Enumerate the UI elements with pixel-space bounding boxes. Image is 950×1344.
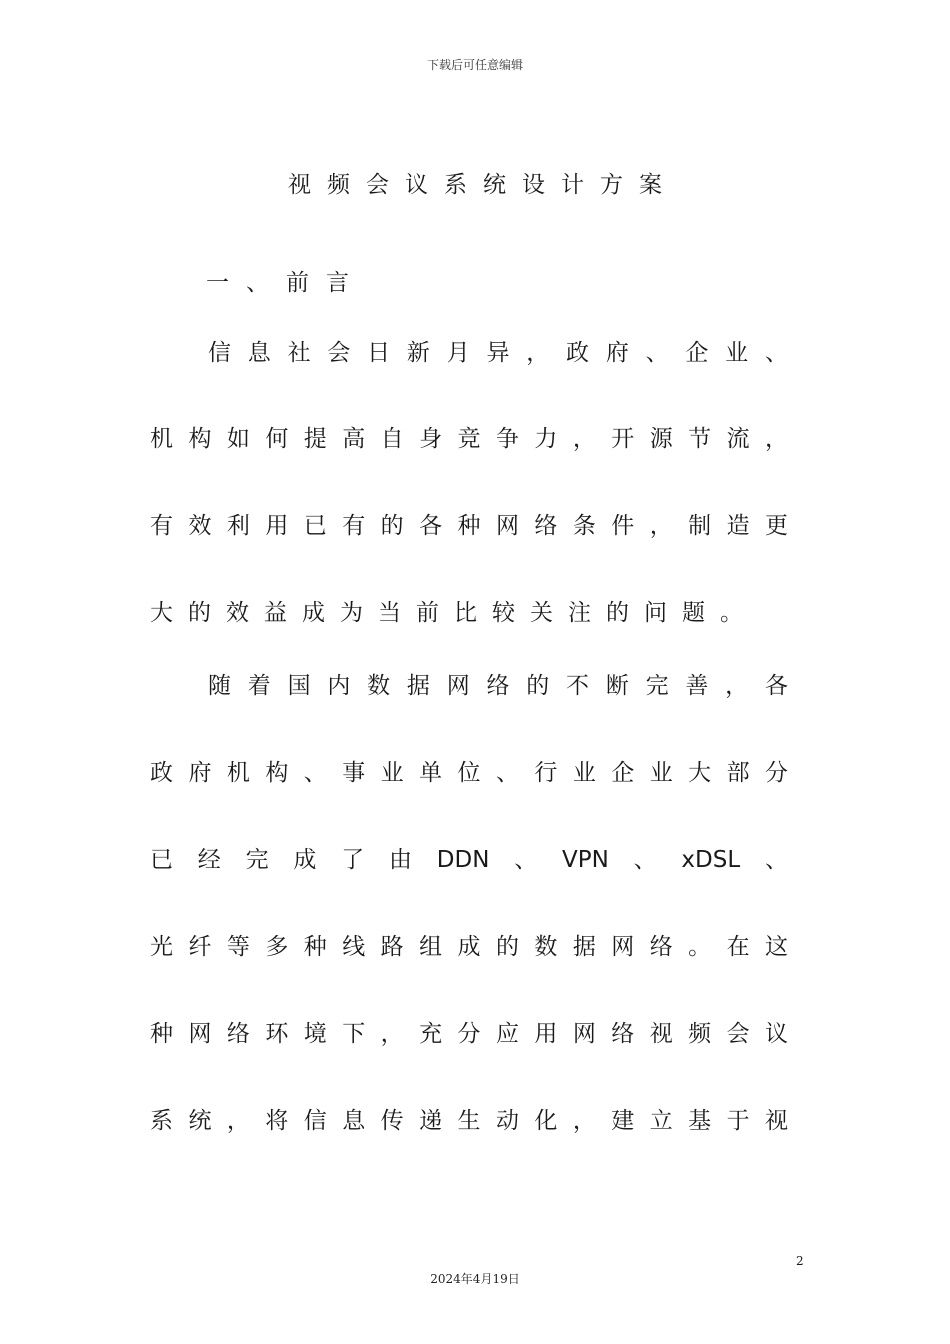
text-token: 络 bbox=[226, 1021, 250, 1047]
text-token: 、 bbox=[303, 760, 327, 786]
text-token: ， bbox=[765, 426, 788, 452]
text-token: 构 bbox=[265, 760, 289, 786]
text-token: 视 bbox=[649, 1021, 673, 1047]
text-token: 开 bbox=[611, 426, 635, 452]
text-token: 业 bbox=[572, 760, 596, 786]
text-token: 据 bbox=[572, 934, 596, 960]
text-token: 息 bbox=[342, 1108, 366, 1134]
text-token: 网 bbox=[495, 513, 519, 539]
text-token: 社 bbox=[287, 340, 311, 366]
text-token: 事 bbox=[342, 760, 366, 786]
text-token: 境 bbox=[303, 1021, 327, 1047]
text-token: 自 bbox=[380, 426, 404, 452]
text-token: 信 bbox=[208, 340, 231, 366]
text-token: 源 bbox=[649, 426, 673, 452]
text-token: 新 bbox=[406, 340, 430, 366]
text-token: 力 bbox=[534, 426, 558, 452]
text-token: 路 bbox=[380, 934, 404, 960]
text-token: 构 bbox=[188, 426, 212, 452]
text-token: 各 bbox=[764, 673, 788, 699]
text-token: 生 bbox=[457, 1108, 481, 1134]
text-token: 分 bbox=[457, 1021, 481, 1047]
text-token: 部 bbox=[726, 760, 750, 786]
text-token: 基 bbox=[688, 1108, 712, 1134]
text-token: 善 bbox=[685, 673, 709, 699]
text-token: 争 bbox=[495, 426, 519, 452]
text-token: 会 bbox=[726, 1021, 750, 1047]
text-token: 不 bbox=[566, 673, 590, 699]
text-token: 由 bbox=[388, 847, 412, 873]
paragraph-line bbox=[150, 932, 788, 962]
text-token: 、 bbox=[514, 847, 538, 873]
text-token: 的 bbox=[380, 513, 404, 539]
text-token: VPN bbox=[562, 847, 609, 873]
text-token: 效 bbox=[188, 513, 212, 539]
text-token: 业 bbox=[380, 760, 404, 786]
text-token: 造 bbox=[726, 513, 750, 539]
text-token: 、 bbox=[645, 340, 669, 366]
text-token: 已 bbox=[150, 847, 173, 873]
text-token: 利 bbox=[226, 513, 250, 539]
text-token: 等 bbox=[226, 934, 250, 960]
text-token: 政 bbox=[566, 340, 590, 366]
text-token: 国 bbox=[287, 673, 311, 699]
text-token: ， bbox=[725, 673, 749, 699]
text-token: 经 bbox=[197, 847, 221, 873]
text-token: 频 bbox=[688, 1021, 712, 1047]
text-token: 种 bbox=[457, 513, 481, 539]
text-token: 系 bbox=[150, 1108, 173, 1134]
text-token: 组 bbox=[419, 934, 443, 960]
text-token: 递 bbox=[419, 1108, 443, 1134]
text-token: 件 bbox=[611, 513, 635, 539]
text-token: 于 bbox=[726, 1108, 750, 1134]
text-token: 制 bbox=[688, 513, 712, 539]
text-token: 信 bbox=[303, 1108, 327, 1134]
text-token: 这 bbox=[765, 934, 788, 960]
text-token: 已 bbox=[303, 513, 327, 539]
text-token: 何 bbox=[265, 426, 289, 452]
text-token: DDN bbox=[436, 847, 490, 873]
text-token: 建 bbox=[611, 1108, 635, 1134]
text-token: 机 bbox=[150, 426, 173, 452]
paragraph-line: 大的效益成为当前比较关注的问题。 bbox=[150, 600, 758, 626]
text-token: 节 bbox=[688, 426, 712, 452]
text-token: 会 bbox=[327, 340, 351, 366]
text-token: ， bbox=[649, 513, 673, 539]
text-token: 更 bbox=[765, 513, 788, 539]
text-token: 环 bbox=[265, 1021, 289, 1047]
text-token: 网 bbox=[572, 1021, 596, 1047]
text-token: 日 bbox=[367, 340, 391, 366]
paragraph-line bbox=[150, 845, 788, 875]
text-token: 线 bbox=[342, 934, 366, 960]
text-token: 提 bbox=[303, 426, 327, 452]
text-token: 各 bbox=[419, 513, 443, 539]
text-token: xDSL bbox=[681, 847, 741, 873]
document-title: 视频会议系统设计方案 bbox=[288, 172, 678, 198]
text-token: 立 bbox=[649, 1108, 673, 1134]
paragraph-line bbox=[150, 1019, 788, 1049]
text-token: 、 bbox=[495, 760, 519, 786]
text-token: 视 bbox=[765, 1108, 788, 1134]
text-token: 异 bbox=[486, 340, 510, 366]
text-token: ， bbox=[226, 1108, 250, 1134]
text-token: 络 bbox=[611, 1021, 635, 1047]
text-token: 议 bbox=[765, 1021, 788, 1047]
text-token: 传 bbox=[380, 1108, 404, 1134]
text-token: ， bbox=[572, 1108, 596, 1134]
text-token: 、 bbox=[633, 847, 657, 873]
text-token: 网 bbox=[446, 673, 470, 699]
text-token: 机 bbox=[226, 760, 250, 786]
text-token: 流 bbox=[726, 426, 750, 452]
text-token: 高 bbox=[342, 426, 366, 452]
page-number: 2 bbox=[796, 1254, 804, 1268]
text-token: 政 bbox=[150, 760, 173, 786]
text-token: 条 bbox=[572, 513, 596, 539]
text-token: 分 bbox=[765, 760, 788, 786]
text-token: 统 bbox=[188, 1108, 212, 1134]
text-token: 内 bbox=[327, 673, 351, 699]
text-token: 息 bbox=[247, 340, 271, 366]
text-token: 络 bbox=[486, 673, 510, 699]
text-token: 光 bbox=[150, 934, 173, 960]
paragraph-line bbox=[150, 1106, 788, 1136]
text-token: 了 bbox=[341, 847, 365, 873]
text-token: 完 bbox=[245, 847, 269, 873]
text-token: 完 bbox=[645, 673, 669, 699]
text-token: 府 bbox=[188, 760, 212, 786]
text-token: 如 bbox=[226, 426, 250, 452]
text-token: 、 bbox=[764, 847, 788, 873]
text-token: 网 bbox=[188, 1021, 212, 1047]
text-token: 纤 bbox=[188, 934, 212, 960]
text-token: 用 bbox=[534, 1021, 558, 1047]
text-token: 有 bbox=[342, 513, 366, 539]
text-token: 。 bbox=[688, 934, 712, 960]
text-token: ， bbox=[526, 340, 550, 366]
text-token: 月 bbox=[446, 340, 470, 366]
paragraph-line bbox=[150, 511, 788, 541]
paragraph-line bbox=[150, 758, 788, 788]
text-token: 身 bbox=[419, 426, 443, 452]
text-token: ， bbox=[572, 426, 596, 452]
text-token: 、 bbox=[764, 340, 788, 366]
text-token: 位 bbox=[457, 760, 481, 786]
text-token: 业 bbox=[725, 340, 749, 366]
text-token: 的 bbox=[495, 934, 519, 960]
text-token: 据 bbox=[406, 673, 430, 699]
text-token: ， bbox=[380, 1021, 404, 1047]
text-token: 动 bbox=[495, 1108, 519, 1134]
text-token: 行 bbox=[534, 760, 558, 786]
text-token: 络 bbox=[649, 934, 673, 960]
text-token: 随 bbox=[208, 673, 231, 699]
text-token: 在 bbox=[726, 934, 750, 960]
text-token: 业 bbox=[649, 760, 673, 786]
text-token: 网 bbox=[611, 934, 635, 960]
text-token: 成 bbox=[457, 934, 481, 960]
text-token: 种 bbox=[303, 934, 327, 960]
text-token: 种 bbox=[150, 1021, 173, 1047]
paragraph-line bbox=[150, 424, 788, 454]
text-token: 大 bbox=[688, 760, 712, 786]
page-header: 下载后可任意编辑 bbox=[426, 58, 523, 72]
paragraph-line bbox=[208, 338, 788, 368]
text-token: 单 bbox=[419, 760, 443, 786]
text-token: 企 bbox=[685, 340, 709, 366]
text-token: 将 bbox=[265, 1108, 289, 1134]
text-token: 充 bbox=[419, 1021, 443, 1047]
text-token: 着 bbox=[247, 673, 271, 699]
text-token: 断 bbox=[605, 673, 629, 699]
text-token: 数 bbox=[534, 934, 558, 960]
text-token: 竞 bbox=[457, 426, 481, 452]
text-token: 络 bbox=[534, 513, 558, 539]
text-token: 成 bbox=[293, 847, 317, 873]
text-token: 多 bbox=[265, 934, 289, 960]
page-footer-date: 2024年4月19日 bbox=[430, 1272, 520, 1286]
paragraph-line bbox=[208, 671, 788, 701]
text-token: 应 bbox=[495, 1021, 519, 1047]
text-token: 企 bbox=[611, 760, 635, 786]
text-token: 有 bbox=[150, 513, 173, 539]
section-heading: 一、前言 bbox=[206, 270, 366, 296]
text-token: 用 bbox=[265, 513, 289, 539]
text-token: 下 bbox=[342, 1021, 366, 1047]
text-token: 的 bbox=[526, 673, 550, 699]
text-token: 府 bbox=[605, 340, 629, 366]
text-token: 化 bbox=[534, 1108, 558, 1134]
text-token: 数 bbox=[367, 673, 391, 699]
